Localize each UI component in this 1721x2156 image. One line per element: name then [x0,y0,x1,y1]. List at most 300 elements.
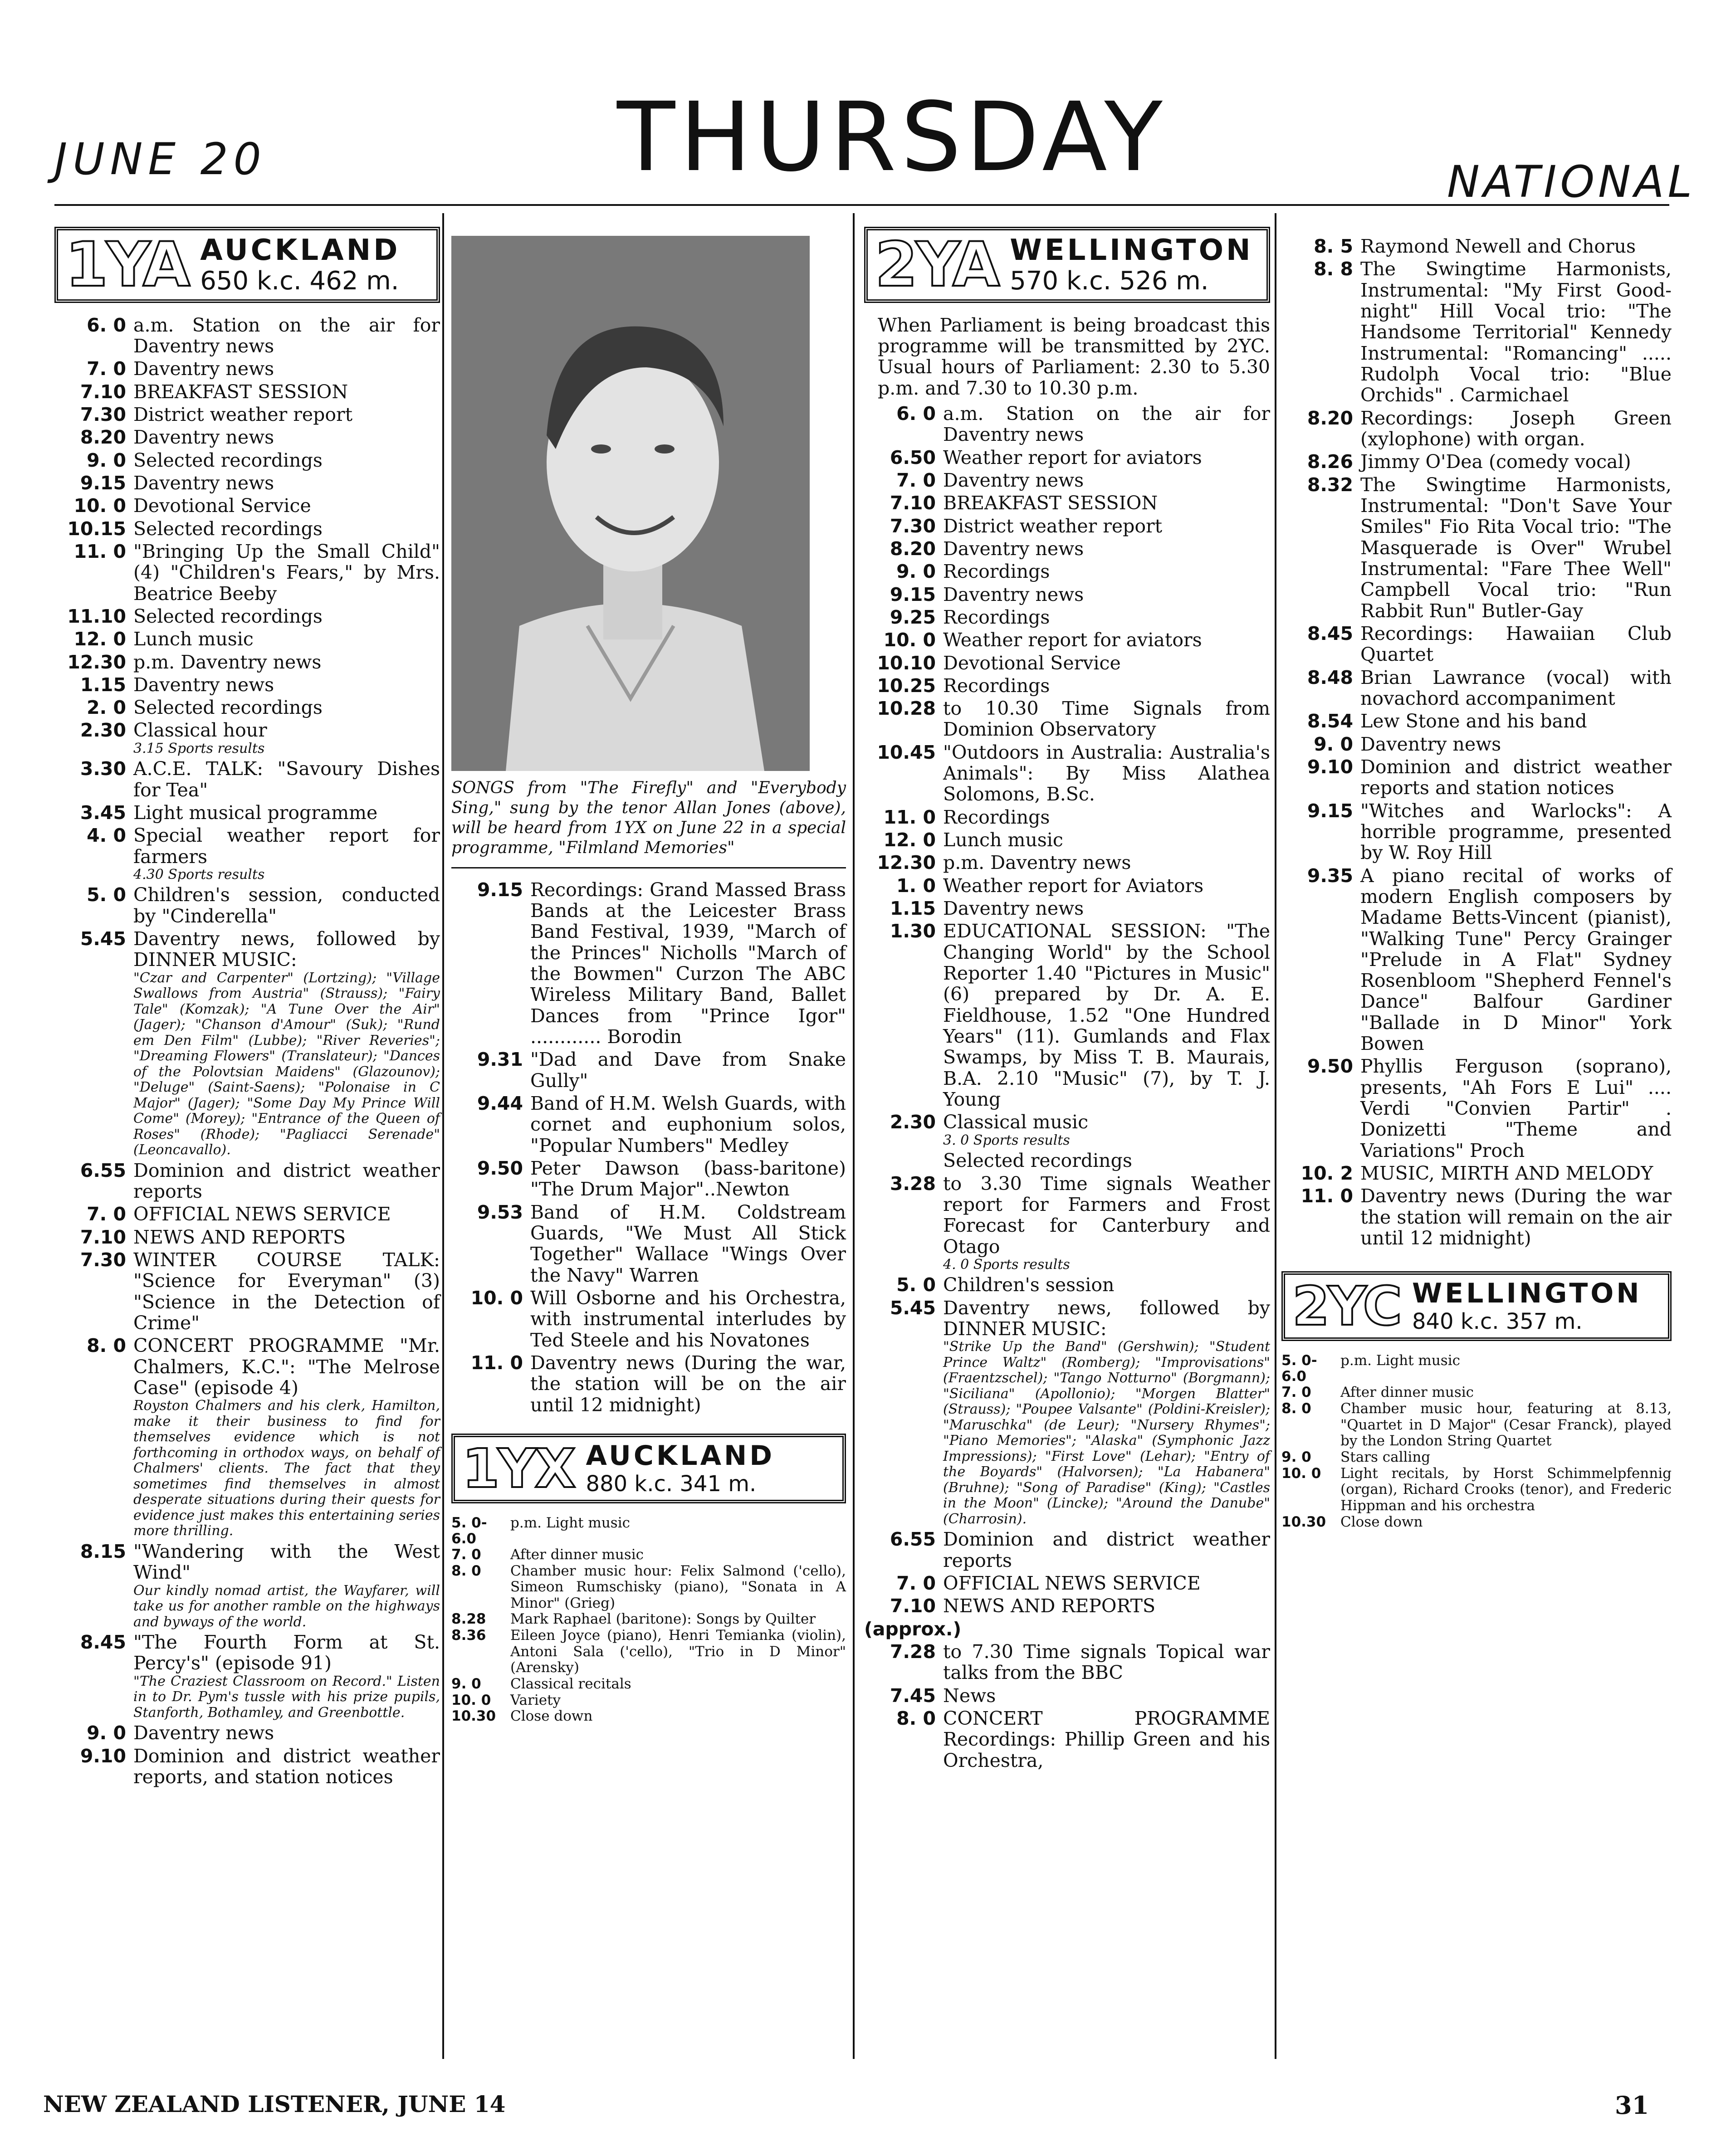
entry-text [943,1685,1270,1706]
entry-time: 5. 0-6.0 [451,1514,487,1547]
entry-time: 10.30 [451,1708,496,1725]
entry-text [943,653,1270,673]
entry-title: Selected recordings [133,697,323,719]
schedule-entry [864,1641,1270,1683]
entry-text [133,1227,440,1248]
schedule-list [864,403,1270,1771]
entry-title: District weather report [133,403,353,425]
schedule-entry [54,1335,440,1539]
entry-time: 9.44 [477,1092,523,1114]
entry-title: Weather report for Aviators [943,874,1204,897]
entry-title: Variety [510,1692,561,1708]
entry-text [133,697,440,718]
schedule-entry [54,697,440,718]
photo-caption: SONGS from "The Firefly" and "Everybody Sing," sung by the tenor Allan Jones (above), will be heard from 1YX on June 22 in a special programme, "Filmland Memories" [451,779,846,857]
entry-time: 9.50 [1307,1055,1353,1078]
entry-title: "Outdoors in Australia: Australia's Animals": By Miss Alathea Solomons, B.Sc. [943,741,1270,805]
schedule-entry [451,1202,846,1286]
station-city: AUCKLAND [200,234,401,267]
entry-title: Brian Lawrance (vocal) with novachord accompaniment [1360,666,1672,709]
entry-text [133,674,440,695]
entry-text [133,518,440,539]
schedule-entry [54,802,440,823]
schedule-entry [1281,1514,1672,1531]
station-frequency: 570 k.c. 526 m. [1010,266,1209,296]
entry-title: Daventry news [943,898,1084,920]
entry-title: OFFICIAL NEWS SERVICE [943,1572,1201,1594]
entry-time: 8. 5 [1314,235,1353,257]
station-city: AUCKLAND [586,1439,775,1472]
entry-text [133,884,440,927]
schedule-entry [1281,1185,1672,1249]
entry-text [943,1112,1270,1148]
entry-title: After dinner music [510,1546,644,1563]
entry-title: Daventry news, followed by DINNER MUSIC: [133,928,440,971]
entry-text [133,358,440,379]
entry-note: "Strike Up the Band" (Gershwin); "Student Prince Waltz" (Romberg); "Improvisations" (Fraentzschel); "Tango Notturno" (Borgmann); "Siciliana" (Apollonio); "Morgen Blatter" (Strauss); "Poupee Valsante" (Poldini-Kreisler); "Maruschka" (de Leur); "Nursery Rhymes"; "Piano Memories"; "Alaska" (Symphonic Jazz Impressions); "First Love" (Lehar); "Entry of the Boyards" (Halvorsen); "La Habanera" (Bruhne); "Song of Paradise" (King); "Castles in the Moon" (Lincke); "Around the Danube" (Charrosin). [943,1339,1270,1527]
entry-text [1360,451,1672,472]
entry-time: 11. 0 [883,806,936,828]
schedule-entry [54,652,440,673]
schedule-entry [54,606,440,627]
schedule-entry [864,538,1270,559]
schedule-entry [864,1573,1270,1594]
entry-title: Dominion and district weather reports [943,1528,1270,1571]
schedule-entry [1281,734,1672,755]
schedule-entry [864,493,1270,513]
entry-text [1360,408,1672,450]
entry-title: "Dad and Dave from Snake Gully" [530,1049,846,1092]
entry-title: Chamber music hour, featuring at 8.13, "Quartet in D Major" (Cesar Franck), played by the London String Quartet [1340,1400,1672,1449]
station-frequency: 880 k.c. 341 m. [586,1471,757,1497]
station-call-sign: 1YA [65,229,189,301]
entry-text [1360,1163,1672,1184]
entry-time: 6.50 [890,446,936,468]
entry-time: 11. 0 [73,540,126,562]
entry-time: 4. 0 [87,824,126,847]
schedule-list [54,315,440,1788]
entry-title: A piano recital of works of modern English composers by Madame Betts-Vincent (pianist), "Walking Tune" Percy Grainger "Prelude in A Flat" Sydney Rosenbloom "Shepherd Fennel's Dance" Balfour Gardiner "Ballade in D Minor" York Bowen [1360,864,1672,1055]
entry-time: 10.25 [877,674,936,697]
entry-text [133,1541,440,1630]
station-city: WELLINGTON [1010,234,1253,267]
entry-time: 10.30 [1281,1513,1326,1530]
entry-title: p.m. Light music [510,1514,630,1531]
schedule-entry [451,1049,846,1091]
entry-text [1360,865,1672,1054]
entry-time: 9.31 [477,1049,523,1071]
entry-title: Dominion and district weather reports, and station notices [133,1745,440,1788]
entry-time: 9.50 [477,1157,523,1179]
entry-time: 8.48 [1307,666,1353,688]
entry-title: Dominion and district weather reports and station notices [1360,756,1672,799]
schedule-entry [451,1693,846,1709]
entry-text [943,807,1270,828]
entry-title: Daventry news, followed by DINNER MUSIC: [943,1297,1270,1340]
top-rule [54,204,1669,206]
schedule-list [451,879,846,1415]
entry-title: Band of H.M. Welsh Guards, with cornet and euphonium solos, "Popular Numbers" Medley [530,1092,846,1156]
entry-text [133,825,440,883]
schedule-entry [54,358,440,379]
schedule-entry [54,1746,440,1788]
schedule-entry [54,315,440,357]
entry-title: "Bringing Up the Small Child" (4) "Children's Fears," by Mrs. Beatrice Beeby [133,540,440,605]
footer-publication: NEW ZEALAND LISTENER, JUNE 14 [43,2091,506,2117]
entry-text [943,852,1270,873]
schedule-entry [864,1685,1270,1706]
entry-time: 10. 0 [883,629,936,651]
entry-title: Daventry news [133,1722,274,1744]
schedule-entry [451,1676,846,1693]
entry-title: "Witches and Warlocks": A horrible programme, presented by W. Roy Hill [1360,800,1672,864]
entry-text [943,921,1270,1110]
schedule-entry [1281,1449,1672,1466]
entry-title: Recordings: Grand Massed Brass Bands at the Leicester Brass Band Festival, 1939, "March of the Princes" Nicholls "March of the Bowmen" Curzon The ABC Wireless Military Band, Ballet Dances from "Prince Igor" ............ Borodin [530,878,846,1048]
entry-time: 9.25 [890,606,936,628]
entry-title: p.m. Light music [1340,1352,1460,1369]
station-frequency: 840 k.c. 357 m. [1412,1309,1583,1335]
entry-time: 2.30 [80,719,126,741]
entry-note: 3. 0 Sports results [943,1132,1070,1148]
entry-title: Band of H.M. Coldstream Guards, "We Must All Stick Together" Wallace "Wings Over the Navy" Warren [530,1201,846,1286]
entry-text [968,1619,1270,1639]
entry-note: Our kindly nomad artist, the Wayfarer, will take us for another ramble on the highways and byways of the world. [133,1582,440,1630]
entry-time: 9.15 [80,472,126,494]
schedule-entry [864,807,1270,828]
entry-text [133,1249,440,1333]
entry-title: BREAKFAST SESSION [133,380,348,403]
entry-time: 11.10 [67,605,126,627]
entry-time: 5.45 [80,928,126,950]
entry-title: Devotional Service [943,652,1121,674]
entry-time: 9. 0 [451,1676,481,1693]
entry-text [530,1093,846,1156]
entry-text [943,584,1270,605]
entry-time: 12. 0 [883,829,936,851]
entry-title: "The Fourth Form at St. Percy's" (episode 91) [133,1631,440,1674]
entry-title: Selected recordings [943,1150,1132,1172]
entry-time: 7.10 [80,380,126,403]
schedule-entry [864,829,1270,850]
entry-time: 2. 0 [87,697,126,719]
entry-time: 3.45 [80,801,126,824]
schedule-entry [864,742,1270,805]
column-2ya [864,227,1270,1773]
entry-text [1360,236,1672,257]
entry-title: Lunch music [943,829,1063,851]
entry-time: 9.10 [80,1745,126,1767]
entry-text [133,315,440,357]
schedule-entry [864,698,1270,740]
entry-text [530,1049,846,1091]
entry-time: 7.10 [890,1595,936,1617]
entry-time: 8.20 [1307,407,1353,429]
entry-title: Lew Stone and his band [1360,710,1587,732]
entry-text [943,1274,1270,1295]
entry-time: 9.35 [1307,864,1353,887]
page-number: 31 [1615,2091,1649,2120]
entry-time: 7. 0 [87,358,126,380]
entry-time: 6. 0 [87,314,126,336]
entry-title: Close down [510,1708,593,1725]
schedule-entry [864,561,1270,582]
entry-time: 8. 0 [451,1562,481,1579]
schedule-entry [1281,474,1672,621]
entry-note: 3.15 Sports results [133,740,265,756]
entry-time: 10.28 [877,698,936,720]
entry-text [133,381,440,402]
entry-time: 8.26 [1307,451,1353,473]
entry-note: 4.30 Sports results [133,866,265,883]
entry-title: to 10.30 Time Signals from Dominion Observatory [943,698,1270,741]
entry-time: 7.30 [80,403,126,425]
entry-text [1340,1385,1672,1401]
entry-title: CONCERT PROGRAMME "Mr. Chalmers, K.C.": "The Melrose Case" (episode 4) [133,1335,440,1399]
schedule-entry [864,1708,1270,1771]
entry-title: Weather report for aviators [943,446,1202,468]
entry-time: 3.28 [890,1172,936,1195]
schedule-entry [54,1227,440,1248]
entry-time: 3.30 [80,758,126,780]
schedule-entry [451,1563,846,1612]
entry-title: Raymond Newell and Chorus [1360,235,1636,257]
entry-note: Royston Chalmers and his clerk, Hamilton, make it their business to find for themselves evidence which is not forthcoming in orthodox ways, on behalf of Chalmers' clients. The fact that they sometimes find themselves in almost desperate situations during their quests for evidence just makes this entertaining series more thrilling. [133,1398,440,1539]
entry-text [1360,1185,1672,1249]
entry-time: 10. 0 [73,495,126,517]
column-rule [1275,213,1276,2059]
schedule-entry [864,1298,1270,1527]
entry-time: 1.30 [890,920,936,942]
station-call-sign: 1YX [462,1437,574,1500]
entry-note: 4. 0 Sports results [943,1256,1070,1273]
entry-time: 6.55 [80,1159,126,1181]
entry-text [1360,734,1672,755]
schedule-entry [451,1093,846,1156]
schedule-entry [54,1632,440,1721]
entry-text [510,1708,846,1725]
entry-text [1360,756,1672,799]
entry-text [1360,711,1672,732]
entry-title: MUSIC, MIRTH AND MELODY [1360,1162,1653,1185]
entry-title: "Wandering with the West Wind" [133,1540,440,1584]
entry-time: 12. 0 [73,628,126,650]
column-rule [853,213,855,2059]
entry-text [943,742,1270,805]
entry-text [1340,1401,1672,1449]
entry-time: 8. 8 [1314,258,1353,280]
entry-time: 8.20 [80,426,126,449]
entry-text [133,629,440,649]
entry-time: 7. 0 [1281,1384,1311,1401]
station-frequency: 650 k.c. 462 m. [200,266,399,296]
entry-time: 10. 2 [1301,1162,1353,1185]
entry-time: 7.45 [890,1684,936,1707]
schedule-entry [54,758,440,800]
entry-title: District weather report [943,515,1163,537]
entry-text [943,447,1270,468]
entry-time: 6.55 [890,1528,936,1551]
entry-text [943,493,1270,513]
entry-text [133,928,440,1158]
entry-title: Daventry news (During the war, the station will be on the air until 12 midnight) [530,1351,846,1416]
schedule-entry [1281,711,1672,732]
entry-time: 9.15 [1307,800,1353,822]
schedule-entry [1281,623,1672,665]
schedule-entry [864,1150,1270,1171]
schedule-entry [864,629,1270,650]
entry-time: 6. 0 [896,402,936,424]
entry-title: Daventry news [943,469,1084,491]
entry-title: NEWS AND REPORTS [943,1595,1156,1617]
entry-title: Selected recordings [133,449,323,471]
schedule-entry [451,1547,846,1563]
entry-text [943,1173,1270,1273]
entry-text [1340,1449,1672,1466]
entry-time: 7.10 [890,492,936,514]
entry-time: 9.15 [890,583,936,605]
parliament-note: When Parliament is being broadcast this programme will be transmitted by 2YC. Usual hours of Parliament: 2.30 to 5.30 p.m. and 7.30 to 10.30 p.m. [878,314,1270,399]
caption-rule [451,867,846,868]
schedule-entry [451,1628,846,1676]
entry-text [943,1595,1270,1616]
entry-time: 9.15 [477,878,523,901]
entry-time: 5. 0-6.0 [1281,1352,1317,1385]
entry-text [943,403,1270,445]
entry-time: 8.54 [1307,710,1353,732]
entry-time: 9.53 [477,1201,523,1223]
entry-title: Selected recordings [133,605,323,627]
entry-time: 5. 0 [87,884,126,906]
entry-text [943,898,1270,919]
schedule-entry [1281,1385,1672,1401]
schedule-entry [864,1529,1270,1571]
station-box-2yc [1281,1271,1672,1341]
entry-text [943,516,1270,537]
entry-title: p.m. Daventry news [133,651,322,673]
entry-text [133,541,440,604]
entry-text [943,1150,1270,1171]
entry-title: Recordings: Hawaiian Club Quartet [1360,622,1672,666]
schedule-entry [54,1541,440,1630]
schedule-entry [54,1722,440,1743]
entry-time: 7.30 [80,1249,126,1271]
schedule-entry [54,404,440,425]
entry-title: Daventry news [133,358,274,380]
entry-time: 7.10 [80,1226,126,1248]
entry-title: Chamber music hour: Felix Salmond ('cello), Simeon Rumschisky (piano), "Sonata in A Minor" (Grieg) [510,1562,846,1611]
schedule-list [1281,236,1672,1249]
entry-time: 7. 0 [87,1203,126,1225]
entry-text [133,404,440,425]
entry-time: 9. 0 [1314,733,1353,755]
entry-title: to 7.30 Time signals Topical war talks from the BBC [943,1640,1270,1684]
entry-title: Daventry news [133,472,274,494]
entry-text [133,427,440,448]
entry-time: 1.15 [890,898,936,920]
schedule-entry [54,629,440,649]
schedule-entry [1281,1163,1672,1184]
entry-time: 10.10 [877,652,936,674]
entry-text [133,1335,440,1539]
station-box-1ya [54,227,440,303]
entry-text [943,675,1270,696]
schedule-entry [1281,667,1672,709]
entry-text [133,450,440,471]
entry-title: Recordings [943,674,1050,697]
entry-time: 8. 0 [896,1707,936,1729]
entry-time: 8.45 [80,1631,126,1654]
schedule-entry [864,470,1270,491]
schedule-entry [54,825,440,883]
entry-text [943,875,1270,896]
entry-text [133,1204,440,1224]
entry-text [1360,623,1672,665]
schedule-entry [864,584,1270,605]
schedule-entry [1281,800,1672,863]
entry-title: Close down [1340,1513,1423,1530]
page-day-title: THURSDAY [617,82,1167,193]
entry-title: Dominion and district weather reports [133,1159,440,1203]
entry-text [510,1693,846,1709]
entry-time: 9. 0 [896,561,936,583]
entry-title: Light musical programme [133,801,378,824]
entry-title: Children's session [943,1274,1115,1296]
entry-time: 10. 0 [1281,1465,1321,1482]
entry-text [943,561,1270,582]
entry-time: 9. 0 [87,449,126,471]
entry-time: 8. 0 [87,1335,126,1357]
entry-time: 8.28 [451,1611,486,1628]
entry-title: Lunch music [133,628,254,650]
entry-text [1360,800,1672,863]
entry-title: After dinner music [1340,1384,1474,1401]
entry-time: 1.15 [80,673,126,696]
entry-time: 8.45 [1307,622,1353,644]
station-call-sign: 2YC [1292,1275,1400,1338]
entry-title: p.m. Daventry news [943,852,1131,874]
entry-title: Daventry news [943,583,1084,605]
entry-text [1360,474,1672,621]
entry-title: The Swingtime Harmonists, Instrumental: "My First Good-night" Hill Vocal trio: "The Handsome Territorial" Kennedy Instrumental: "Romancing" ..... Rudolph Vocal trio: "Blue Orchids" . Carmichael [1360,258,1672,406]
entry-title: Daventry news [133,673,274,696]
schedule-entry [54,928,440,1158]
entry-text [1340,1466,1672,1514]
schedule-entry [864,875,1270,896]
schedule-entry [864,852,1270,873]
column-2yc [1281,236,1672,1530]
entry-time: 11. 0 [1301,1185,1353,1207]
entry-title: Daventry news [943,537,1084,560]
entry-text [943,470,1270,491]
entry-text [943,1573,1270,1594]
station-box-2ya [864,227,1270,303]
entry-time: 12.30 [67,651,126,673]
entry-text [510,1563,846,1612]
entry-time: 8.20 [890,537,936,560]
schedule-entry [451,1158,846,1200]
schedule-entry [1281,1401,1672,1449]
entry-text [1360,1056,1672,1161]
entry-title: Daventry news [133,426,274,449]
entry-title: Will Osborne and his Orchestra, with instrumental interludes by Ted Steele and his Novatones [530,1287,846,1351]
entry-text [943,829,1270,850]
entry-title: Phyllis Ferguson (soprano), presents, "Ah Fors E Lui" .... Verdi "Convien Partir" . Donizetti "Theme and Variations" Proch [1360,1055,1672,1161]
entry-time: 9. 0 [87,1722,126,1744]
schedule-entry [54,674,440,695]
entry-title: The Swingtime Harmonists, Instrumental: "Don't Save Your Smiles" Fio Rita Vocal trio: "The Masquerade is Over" Wrubel Instrumental: "Fare Thee Well" Campbell Vocal trio: "Run Rabbit Run" Butler-Gay [1360,473,1672,622]
entry-time: 8.36 [451,1627,486,1644]
